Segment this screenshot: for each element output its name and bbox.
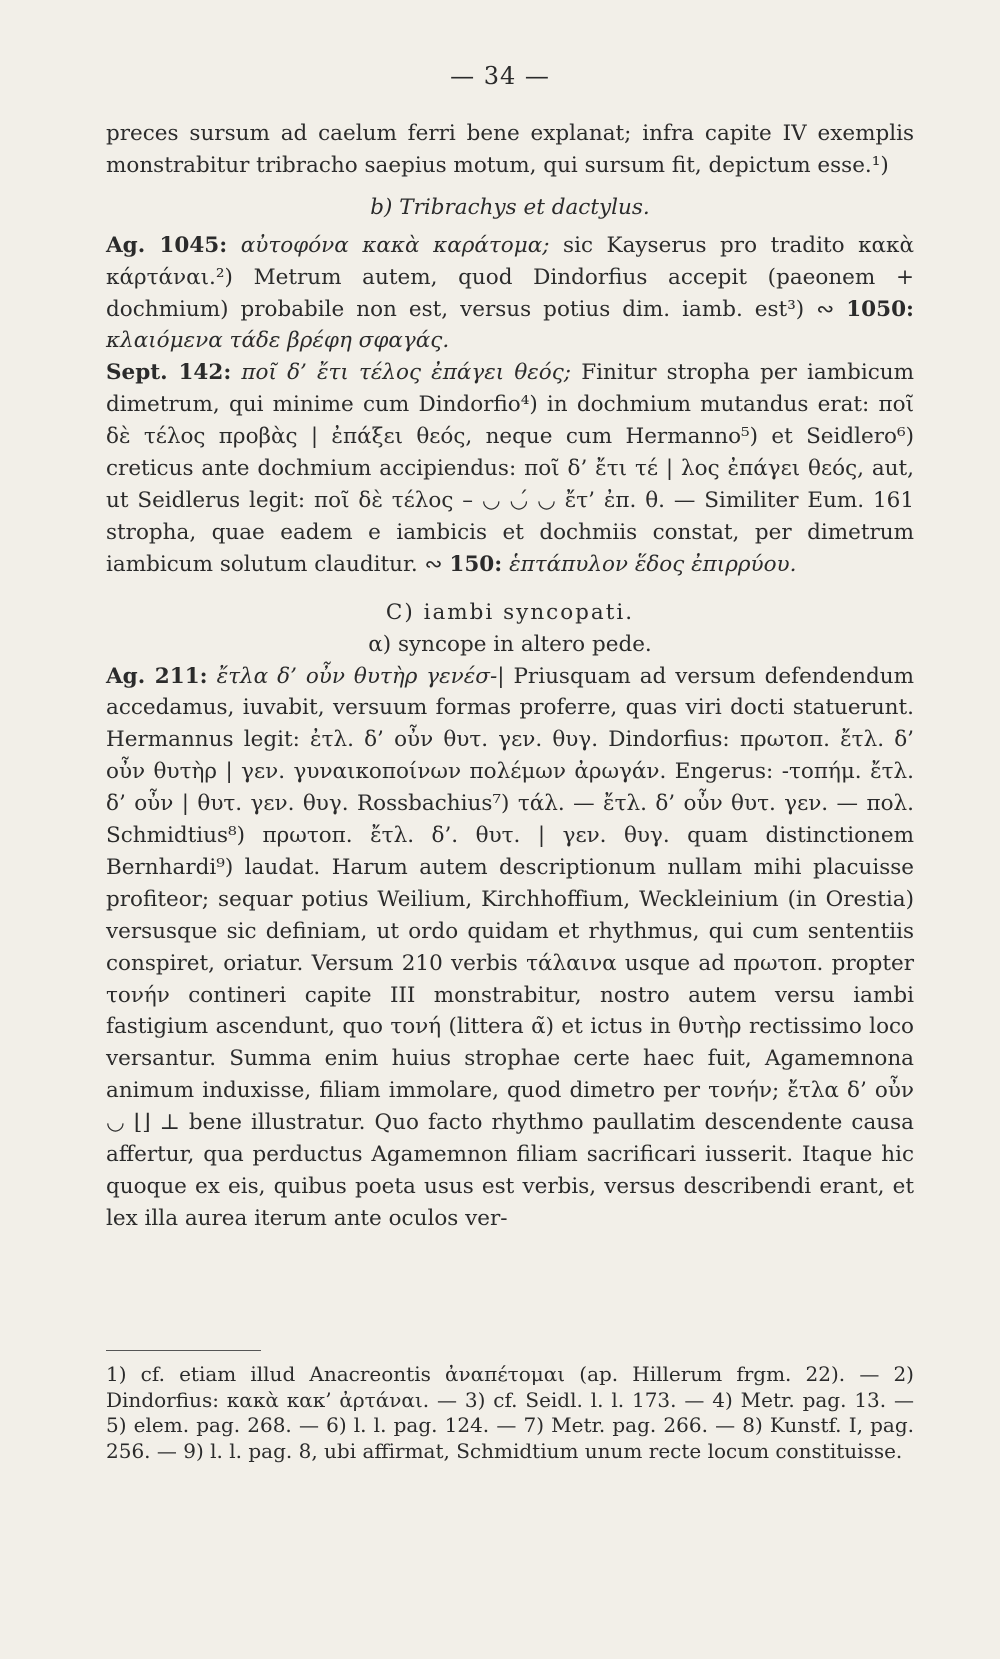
paragraph-sept-142: [106, 357, 914, 580]
greek-quote: ἔτλα δ’ οὖν θυτὴρ γενέσ-|: [216, 663, 505, 689]
greek-quote: ἑπτάπυλον ἕδος ἐπιρρύου.: [509, 551, 797, 577]
verse-ref: 150:: [449, 551, 503, 577]
verse-ref: Sept. 142:: [106, 360, 232, 386]
section-heading-alpha: α) syncope in altero pede.: [368, 631, 652, 657]
paragraph-text: Finitur stropha per iambicum dimetrum, qui minime cum Dindorfio⁴) in dochmium mutandus erat: ποῖ δὲ τέλος προβὰς | ἐπάξει θεός, neque cum Hermanno⁵) et Seidlero⁶) creticus ante dochmium accipiendus: ποῖ δ’ ἔτι τέ | λος ἐπάγει θεός, aut, ut Seidlerus legit: ποῖ δὲ τέλος – ◡ ◡́ ◡ ἔτ’ ἐπ. θ. — Similiter Eum. 161 stropha, quae eadem e iambicis et dochmiis constat, per dimetrum iambicum solutum clauditur. ∾: [106, 360, 914, 577]
footnotes: [106, 1362, 914, 1464]
verse-ref: Ag. 1045:: [106, 232, 228, 258]
greek-quote: κλαιόμενα τάδε βρέφη σφαγάς.: [106, 328, 450, 354]
paragraph-text: Priusquam ad versum defendendum accedamus, iuvabit, versuum formas proferre, quas viri docti statuerunt. Hermannus legit: ἐτλ. δ’ οὖν θυτ. γεν. θυγ. Dindorfius: πρωτοπ. ἔτλ. δ’ οὖν θυτὴρ | γεν. γυναικοποίνων πολέμων ἀρωγάν. Engerus: -τοπήμ. ἔτλ. δ’ οὖν | θυτ. γεν. θυγ. Rossbachius⁷) τάλ. — ἔτλ. δ’ οὖν θυτ. γεν. — πολ. Schmidtius⁸) πρωτοπ. ἔτλ. δ’. θυτ. | γεν. θυγ. quam distinctionem Bernhardi⁹) laudat. Harum autem descriptionum nullam mihi placuisse profiteor; sequar potius Weilium, Kirchhoffium, Weckleinium (in Orestia) versusque sic definiam, ut ordo quidam et rhythmus, qui cum sententiis conspiret, oriatur. Versum 210 verbis τάλαινα usque ad πρωτοπ. propter τονήν contineri capite III monstrabitur, nostro autem versu iambi fastigium ascendunt, quo τονή (littera α̃) et ictus in θυτὴρ rectissimo loco versantur. Summa enim huius strophae certe haec fuit, Agamemnona animum induxisse, filiam immolare, quod dimetro per τονήν; ἔτλα δ’ οὖν ◡ ⌊⌋ ⊥ bene illustratur. Quo facto rhythmo paullatim descendente causa affertur, qua perductus Agamemnon filiam sacrificari iusserit. Itaque hic quoque ex eis, quibus poeta usus est verbis, versus describendi erant, et lex illa aurea iterum ante oculos ver-: [106, 663, 914, 1231]
paragraph-ag-211: [106, 661, 914, 1235]
page-number: — 34 —: [450, 62, 550, 90]
footnote-divider: [106, 1350, 261, 1351]
subheading-tribrachys: b) Tribrachys et dactylus.: [370, 194, 650, 220]
greek-quote: ποῖ δ’ ἔτι τέλος ἐπάγει θεός;: [241, 360, 572, 386]
paragraph-text: sic Kayserus pro tradito κακὰ κάρτάναι.²) Metrum autem, quod Dindorfius accepit (paeonem + dochmium) probabile non est, versus potius dim. iamb. est³) ∾: [106, 232, 914, 322]
greek-quote: αὐτοφόνα κακὰ καράτομα;: [240, 232, 550, 258]
footnotes-text: 1) cf. etiam illud Anacreontis ἀναπέτομαι (ap. Hillerum frgm. 22). — 2) Dindorfius: κακὰ κακ’ ἀρτάναι. — 3) cf. Seidl. l. l. 173. — 4) Metr. pag. 13. — 5) elem. pag. 268. — 6) l. l. pag. 124. — 7) Metr. pag. 266. — 8) Kunstf. I, pag. 256. — 9) l. l. pag. 8, ubi affirmat, Schmidtium unum recte locum constituisse.: [106, 1362, 914, 1463]
section-heading-C: C) iambi syncopati.: [385, 599, 635, 625]
paragraph-intro: preces sursum ad caelum ferri bene explanat; infra capite IV exemplis monstrabitur tribracho saepius motum, qui sursum fit, depictum esse.¹): [106, 121, 914, 178]
paragraph-ag-1045: [106, 230, 914, 358]
verse-ref: 1050:: [846, 296, 914, 322]
main-text: [106, 118, 914, 1235]
verse-ref: Ag. 211:: [106, 663, 208, 689]
